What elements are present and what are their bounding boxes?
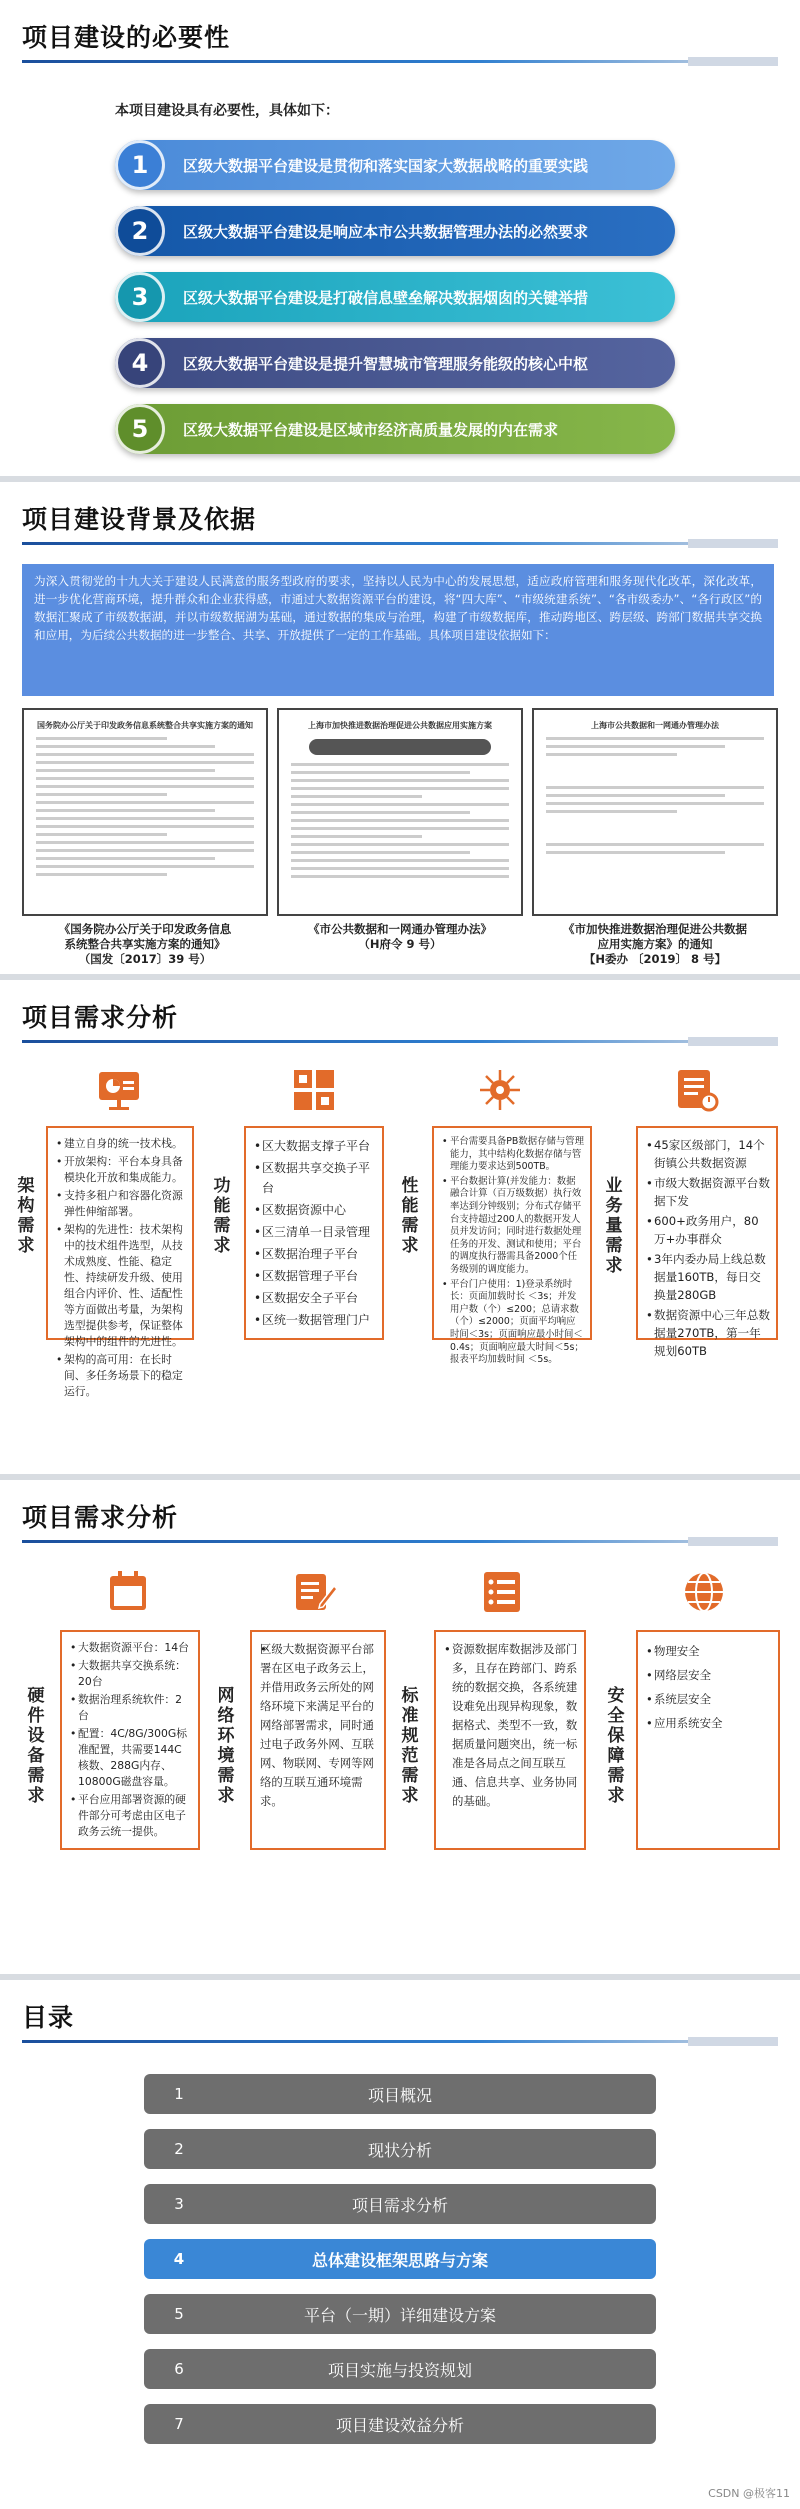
slide-necessity	[0, 0, 800, 482]
slide-requirements-1	[0, 980, 800, 1480]
list-item: • 开放架构：平台本身具备模块化开放和集成能力。	[56, 1154, 186, 1186]
requirement-list-hardware	[60, 1630, 200, 1850]
caption-line: 应用实施方案》的通知	[597, 937, 713, 951]
grid-icon	[290, 1066, 338, 1114]
watermark: CSDN @极客11	[708, 2487, 790, 2500]
list-item: • 配置：4C/8G/300G标准配置，共需要144C核数、288G内存、10800G磁盘容量。	[70, 1726, 192, 1790]
slide-title: 项目需求分析	[22, 1503, 179, 1532]
list-item: • 平台门户使用：1)登录系统时长：页面加载时长 ＜3s；并发用户数（个）≤200；总请求数（个）≤2000；页面平均响应时间＜3s；页面响应最小时间＜0.4s；页面响应最大时间＜5s；报表平均加载时间 ＜5s。	[442, 1279, 584, 1367]
toc-text: 平台（一期）详细建设方案	[303, 2305, 496, 2325]
toc-number: 6	[174, 2360, 184, 2378]
document-thumbnail	[532, 708, 778, 916]
requirement-label: 安全保障需求	[607, 1686, 625, 1806]
caption-line: 《市公共数据和一网通办管理办法》	[308, 922, 492, 936]
necessity-item	[115, 338, 675, 388]
document-thumb-title: 上海市加快推进数据治理促进公共数据应用实施方案	[308, 721, 492, 730]
list-item: • 支持多租户和容器化资源弹性伸缩部署。	[56, 1188, 186, 1220]
item-number: 2	[115, 206, 165, 256]
requirement-list-business	[636, 1126, 778, 1358]
calendar-icon	[104, 1568, 152, 1616]
requirement-list-performance	[432, 1126, 592, 1366]
requirement-label: 网络环境需求	[217, 1686, 235, 1806]
list-item: • 物理安全	[646, 1640, 772, 1662]
list-item: • 600+政务用户，80万+办事群众	[646, 1212, 770, 1248]
caption-line: 系统整合共享实施方案的通知》	[64, 937, 226, 951]
list-item: • 区大数据支撑子平台	[254, 1136, 376, 1156]
item-text: 区级大数据平台建设是提升智慧城市管理服务能级的核心中枢	[183, 354, 589, 373]
document-caption	[272, 922, 528, 952]
toc-item[interactable]	[144, 2184, 656, 2224]
item-text: 区级大数据平台建设是打破信息壁垒解决数据烟囱的关键举措	[183, 288, 589, 307]
item-text: 区级大数据平台建设是贯彻和落实国家大数据战略的重要实践	[183, 156, 589, 175]
slide-title: 目录	[22, 2003, 75, 2032]
toc-item[interactable]	[144, 2129, 656, 2169]
requirement-label: 性能需求	[401, 1176, 419, 1256]
globe-icon	[680, 1568, 728, 1616]
network-icon	[476, 1066, 524, 1114]
slide-background	[0, 482, 800, 980]
toc-text: 项目实施与投资规划	[327, 2360, 472, 2380]
requirement-label: 硬件设备需求	[27, 1686, 45, 1806]
toc-text: 项目需求分析	[351, 2195, 448, 2215]
necessity-item	[115, 272, 675, 322]
audio-player-bar	[309, 739, 491, 755]
document-caption	[17, 922, 273, 967]
list-item: • 资源数据库数据涉及部门多，且存在跨部门、跨系统的数据交换，各系统建设难免出现异构现象，数据格式、类型不一致，数据质量问题突出，统一标准是各局点之间互联互通、信息共享、业务协同的基础。	[444, 1640, 578, 1811]
necessity-item	[115, 404, 675, 454]
slide-title: 项目需求分析	[22, 1003, 179, 1032]
list-item: • 45家区级部门，14个街镇公共数据资源	[646, 1136, 770, 1172]
toc-number: 3	[174, 2195, 184, 2213]
toc-number: 4	[173, 2250, 185, 2268]
requirement-list-security	[636, 1630, 780, 1850]
document-caption	[527, 922, 783, 967]
list-item: • 平台数据计算(并发能力：数据融合计算（百万级数据）执行效率达到分钟级别；分布式存储平台支持超过200人的数据开发人员并发访问；同时进行数据处理任务的开发、测试和使用；平台的调度执行器需具备2000个任务级别的调度能力。	[442, 1176, 584, 1277]
toc-text: 项目概况	[367, 2085, 432, 2105]
requirement-label: 标准规范需求	[401, 1686, 419, 1806]
requirement-list-standards	[434, 1630, 586, 1850]
list-item: • 区数据安全子平台	[254, 1288, 376, 1308]
toc-number: 1	[174, 2085, 184, 2103]
title-divider	[22, 1540, 778, 1543]
requirement-label: 功能需求	[213, 1176, 231, 1256]
requirement-label: 业务量需求	[605, 1176, 623, 1276]
caption-line: 《国务院办公厅关于印发政务信息	[58, 922, 232, 936]
list-item: • 区数据资源中心	[254, 1200, 376, 1220]
toc-item-active[interactable]	[144, 2239, 656, 2279]
intro-text: 本项目建设具有必要性，具体如下：	[115, 103, 339, 119]
toc-item[interactable]	[144, 2074, 656, 2114]
list-item: • 系统层安全	[646, 1688, 772, 1710]
slide-requirements-2	[0, 1480, 800, 1980]
document-thumb-title: 上海市公共数据和一网通办管理办法	[591, 721, 719, 730]
requirement-list-architecture	[46, 1126, 194, 1398]
requirement-list-function	[244, 1126, 384, 1340]
caption-line: 《市加快推进数据治理促进公共数据	[563, 922, 747, 936]
list-item: • 架构的高可用：在长时间、多任务场景下的稳定运行。	[56, 1352, 186, 1400]
list-item: • 区数据共享交换子平台	[254, 1158, 376, 1198]
list-item: • 建立自身的统一技术栈。	[56, 1136, 186, 1152]
list-item: • 3年内委办局上线总数据量160TB，每日交换量280GB	[646, 1250, 770, 1304]
item-number: 1	[115, 140, 165, 190]
list-item: • 市级大数据资源平台数据下发	[646, 1174, 770, 1210]
list-item: • 数据治理系统软件：2台	[70, 1692, 192, 1724]
necessity-item	[115, 206, 675, 256]
slide-title: 项目建设的必要性	[22, 23, 231, 52]
toc-item[interactable]	[144, 2294, 656, 2334]
toc-text: 总体建设框架思路与方案	[311, 2250, 488, 2270]
list-item: • 平台应用部署资源的硬件部分可考虑由区电子政务云统一提供。	[70, 1792, 192, 1840]
document-icon	[672, 1066, 720, 1114]
list-item: • 区数据治理子平台	[254, 1244, 376, 1264]
title-divider	[22, 1040, 778, 1043]
toc-number: 5	[174, 2305, 184, 2323]
list-icon	[478, 1568, 526, 1616]
list-item: • 应用系统安全	[646, 1712, 772, 1734]
toc-text: 现状分析	[367, 2140, 432, 2160]
caption-line: （H府令 9 号）	[358, 937, 442, 951]
item-number: 5	[115, 404, 165, 454]
requirement-list-network	[250, 1630, 386, 1850]
toc-item[interactable]	[144, 2349, 656, 2389]
list-item: • 数据资源中心三年总数据量270TB，第一年规划60TB	[646, 1306, 770, 1360]
title-divider	[22, 60, 778, 63]
list-item: • 架构的先进性：技术架构中的技术组件选型，从技术成熟度、性能、稳定性、持续研发升级、使用组合内评价、性、适配性等方面做出考量，为架构选型提供参考，保证整体架构中的组件的先进性。	[56, 1222, 186, 1350]
item-text: 区级大数据平台建设是响应本市公共数据管理办法的必然要求	[183, 222, 589, 241]
requirement-label: 架构需求	[17, 1176, 35, 1256]
item-number: 4	[115, 338, 165, 388]
list-item: • 区级大数据资源平台部署在区电子政务云上，并借用政务云所处的网络环境下来满足平台的网络部署需求，同时通过电子政务外网、互联网、物联网、专网等网络的互联互通环境需求。	[260, 1640, 378, 1811]
list-item: • 区统一数据管理门户	[254, 1310, 376, 1330]
toc-item[interactable]	[144, 2404, 656, 2444]
document-thumbnail	[277, 708, 523, 916]
slide-table-of-contents	[0, 1980, 800, 2509]
caption-line: （国发〔2017〕39 号）	[78, 952, 212, 966]
toc-text: 项目建设效益分析	[335, 2415, 464, 2435]
list-item: • 区数据管理子平台	[254, 1266, 376, 1286]
title-divider	[22, 2040, 778, 2043]
list-item: • 大数据共享交换系统：20台	[70, 1658, 192, 1690]
list-item: • 大数据资源平台：14台	[70, 1640, 192, 1656]
list-item: • 区三清单一目录管理	[254, 1222, 376, 1242]
caption-line: 【H委办 〔2019〕 8 号】	[583, 952, 727, 966]
edit-icon	[290, 1568, 338, 1616]
item-number: 3	[115, 272, 165, 322]
toc-number: 7	[174, 2415, 184, 2433]
list-item: • 平台需要具备PB数据存储与管理能力，其中结构化数据存储与管理能力要求达到500TB。	[442, 1136, 584, 1174]
item-text: 区级大数据平台建设是区域市经济高质量发展的内在需求	[183, 420, 559, 439]
title-divider	[22, 542, 778, 545]
toc-number: 2	[174, 2140, 184, 2158]
document-thumbnail	[22, 708, 268, 916]
necessity-item	[115, 140, 675, 190]
slide-title: 项目建设背景及依据	[22, 505, 257, 534]
list-item: • 网络层安全	[646, 1664, 772, 1686]
background-text: 为深入贯彻党的十九大关于建设人民满意的服务型政府的要求，坚持以人民为中心的发展思想，适应政府管理和服务现代化改革，深化改革，进一步优化营商环境，提升群众和企业获得感，市通过大数据资源平台的建设，将“四大库”、“市级统建系统”、“各市级委办”、“各行政区”的数据汇聚成了市级数据湖，并以市级数据湖为基础，通过数据的集成与治理，构建了市级数据库，推动跨地区、跨层级、跨部门数据共享交换和应用，为后续公共数据的进一步整合、共享、开放提供了一定的工作基础。具体项目建设依据如下：	[22, 564, 774, 696]
document-thumb-title: 国务院办公厅关于印发政务信息系统整合共享实施方案的通知	[37, 721, 253, 730]
presentation-icon	[95, 1066, 143, 1114]
